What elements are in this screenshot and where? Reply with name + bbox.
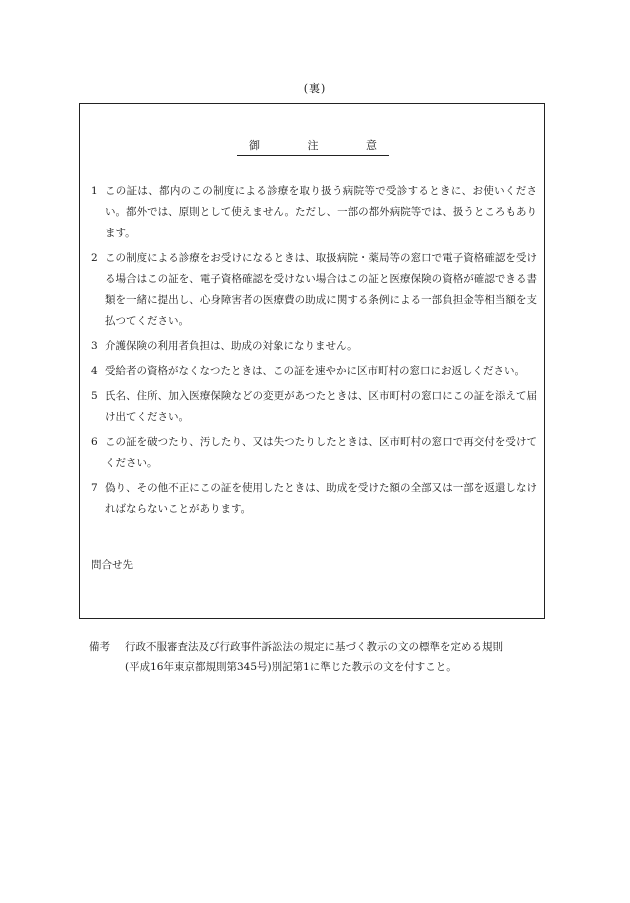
remark <box>89 637 559 677</box>
notice-title <box>237 137 389 156</box>
notice-item <box>91 361 537 382</box>
notice-list <box>91 181 537 520</box>
notice-text: 氏名、住所、加入医療保険などの変更があつたときは、区市町村の窓口にこの証を添えて届け出てください。 <box>105 390 537 423</box>
notice-number: 1 <box>91 185 98 197</box>
remark-line-1: 行政不服審査法及び行政事件訴訟法の規定に基づく教示の文の標準を定める規則 <box>125 641 503 653</box>
notice-text: この証は、都内のこの制度による診療を取り扱う病院等で受診するときに、お使いください。都外では、原則として使えません。ただし、一部の都外病院等では、扱うところもあります。 <box>105 185 537 239</box>
notice-text: 介護保険の利用者負担は、助成の対象になりません。 <box>105 340 358 352</box>
notice-number: 2 <box>91 252 98 264</box>
notice-item <box>91 478 537 520</box>
notice-box <box>79 103 545 619</box>
title-char: 御 <box>249 139 260 152</box>
notice-number: 7 <box>91 482 98 494</box>
notice-number: 4 <box>91 365 98 377</box>
notice-number: 5 <box>91 390 98 402</box>
notice-text: 偽り、その他不正にこの証を使用したときは、助成を受けた額の全部又は一部を返還しなければならないことがあります。 <box>105 482 537 515</box>
notice-item <box>91 248 537 332</box>
remark-label: 備考 <box>89 641 110 653</box>
notice-number: 3 <box>91 340 98 352</box>
contact-label: 問合せ先 <box>91 559 133 571</box>
notice-item <box>91 181 537 244</box>
notice-number: 6 <box>91 436 98 448</box>
side-label: (裏) <box>303 82 327 95</box>
notice-text: この制度による診療をお受けになるときは、取扱病院・薬局等の窓口で電子資格確認を受ける場合はこの証を、電子資格確認を受けない場合はこの証と医療保険の資格が確認できる書類を一緒に提出し、心身障害者の医療費の助成に関する条例による一部負担金等相当額を支払つてください。 <box>105 252 537 327</box>
title-char: 意 <box>366 139 377 152</box>
notice-text: 受給者の資格がなくなつたときは、この証を速やかに区市町村の窓口にお返しください。 <box>105 365 525 377</box>
notice-item <box>91 432 537 474</box>
remark-text <box>125 637 559 677</box>
remark-line-2: (平成16年東京都規則第345号)別記第1に準じた教示の文を付すこと。 <box>125 661 457 673</box>
notice-item <box>91 386 537 428</box>
title-char: 注 <box>307 139 319 152</box>
notice-item <box>91 336 537 357</box>
notice-text: この証を破つたり、汚したり、又は失つたりしたときは、区市町村の窓口で再交付を受けてください。 <box>105 436 537 469</box>
